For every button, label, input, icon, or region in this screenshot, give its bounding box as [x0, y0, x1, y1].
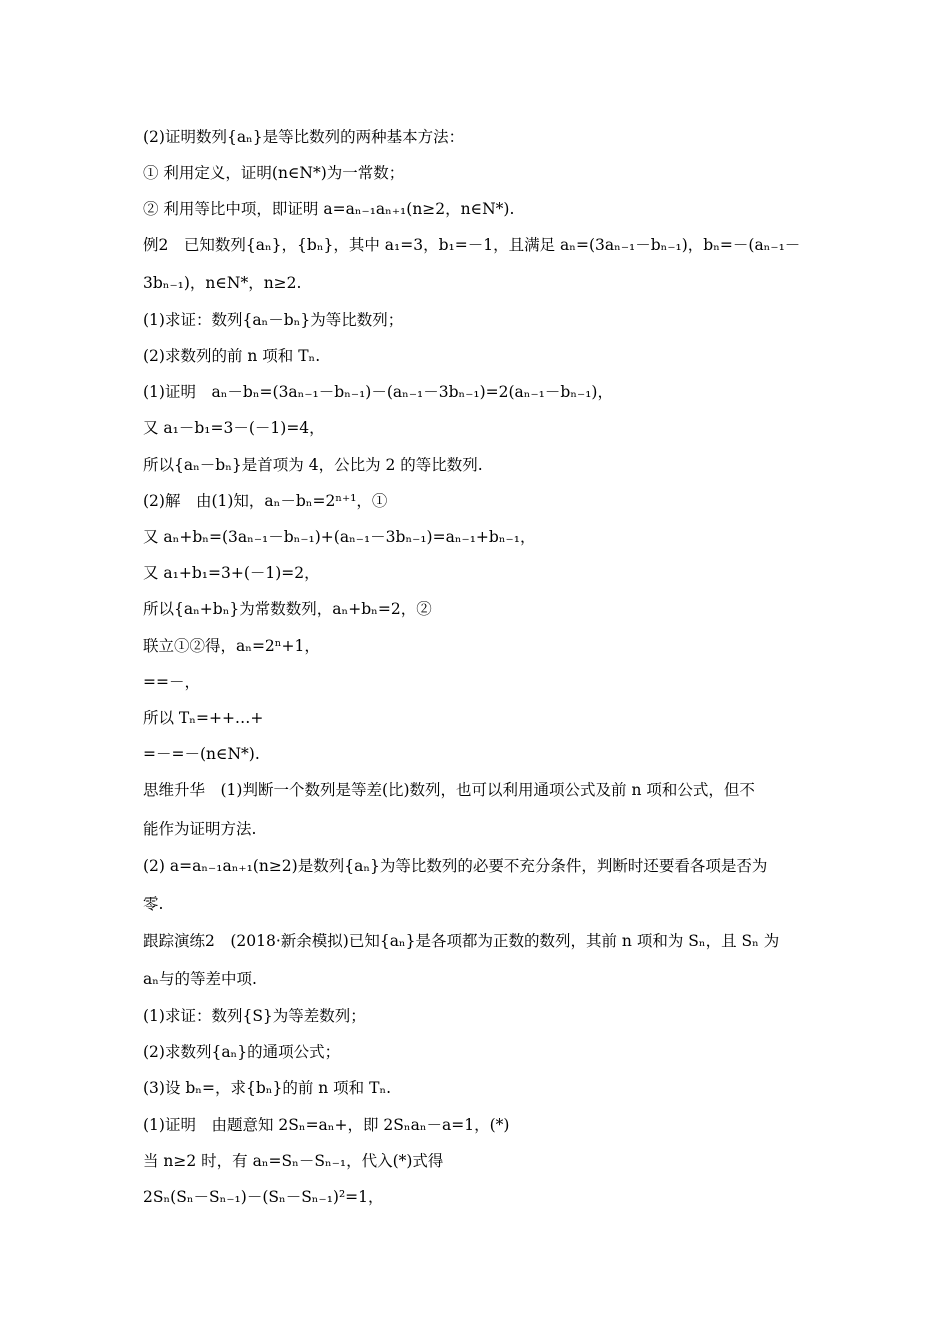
text-line: 例2 已知数列{aₙ}，{bₙ}，其中 a₁=3，b₁=－1，且满足 aₙ=(3aₙ₋₁－bₙ₋₁)，bₙ=－(aₙ₋₁－	[143, 236, 801, 254]
text-line: 又 a₁－b₁=3－(－1)=4，	[143, 419, 325, 437]
text-line: 联立①②得，aₙ=2ⁿ+1，	[143, 637, 320, 655]
text-line: 所以{aₙ+bₙ}为常数数列，aₙ+bₙ=2，②	[143, 600, 432, 618]
text-line: 所以 Tₙ=++…+	[143, 709, 264, 727]
text-line: aₙ与的等差中项.	[143, 970, 257, 988]
text-line: =－=－(n∈N*).	[143, 745, 260, 763]
text-line: 所以{aₙ－bₙ}是首项为 4，公比为 2 的等比数列.	[143, 456, 483, 474]
text-line: (2)证明数列{aₙ}是等比数列的两种基本方法：	[143, 128, 465, 146]
text-line: 2Sₙ(Sₙ－Sₙ₋₁)－(Sₙ－Sₙ₋₁)²=1，	[143, 1188, 384, 1206]
text-line: 又 aₙ+bₙ=(3aₙ₋₁－bₙ₋₁)+(aₙ₋₁－3bₙ₋₁)=aₙ₋₁+bₙ₋₁，	[143, 528, 536, 546]
text-line: ① 利用定义，证明(n∈N*)为一常数；	[143, 164, 405, 182]
text-line: 能作为证明方法.	[143, 820, 257, 838]
text-line: (1)求证：数列{aₙ－bₙ}为等比数列；	[143, 311, 404, 329]
text-line: 3bₙ₋₁)，n∈N*，n≥2.	[143, 274, 302, 292]
text-line: (1)证明 aₙ－bₙ=(3aₙ₋₁－bₙ₋₁)－(aₙ₋₁－3bₙ₋₁)=2(aₙ₋₁－bₙ₋₁)，	[143, 383, 613, 401]
text-line: 又 a₁+b₁=3+(－1)=2，	[143, 564, 320, 582]
text-line: ==－，	[143, 673, 200, 691]
text-line: (2)求数列{aₙ}的通项公式；	[143, 1043, 341, 1061]
text-line: 跟踪演练2 (2018·新余模拟)已知{aₙ}是各项都为正数的数列，其前 n 项和为 Sₙ，且 Sₙ 为	[143, 932, 780, 950]
text-line: (2) a=aₙ₋₁aₙ₊₁(n≥2)是数列{aₙ}为等比数列的必要不充分条件，判断时还要看各项是否为	[143, 857, 768, 875]
text-line: (2)求数列的前 n 项和 Tₙ.	[143, 347, 321, 365]
text-line: ② 利用等比中项，即证明 a=aₙ₋₁aₙ₊₁(n≥2，n∈N*).	[143, 200, 515, 218]
text-line: 当 n≥2 时，有 aₙ=Sₙ－Sₙ₋₁，代入(*)式得	[143, 1152, 444, 1170]
text-line: (1)证明 由题意知 2Sₙ=aₙ+，即 2Sₙaₙ－a=1，(*)	[143, 1116, 510, 1134]
text-line: 思维升华 (1)判断一个数列是等差(比)数列，也可以利用通项公式及前 n 项和公式，但不	[143, 781, 755, 799]
text-line: (1)求证：数列{S}为等差数列；	[143, 1007, 366, 1025]
text-line: 零.	[143, 895, 164, 913]
text-line: (3)设 bₙ=，求{bₙ}的前 n 项和 Tₙ.	[143, 1079, 392, 1097]
text-line: (2)解 由(1)知，aₙ－bₙ=2ⁿ⁺¹，①	[143, 492, 388, 510]
